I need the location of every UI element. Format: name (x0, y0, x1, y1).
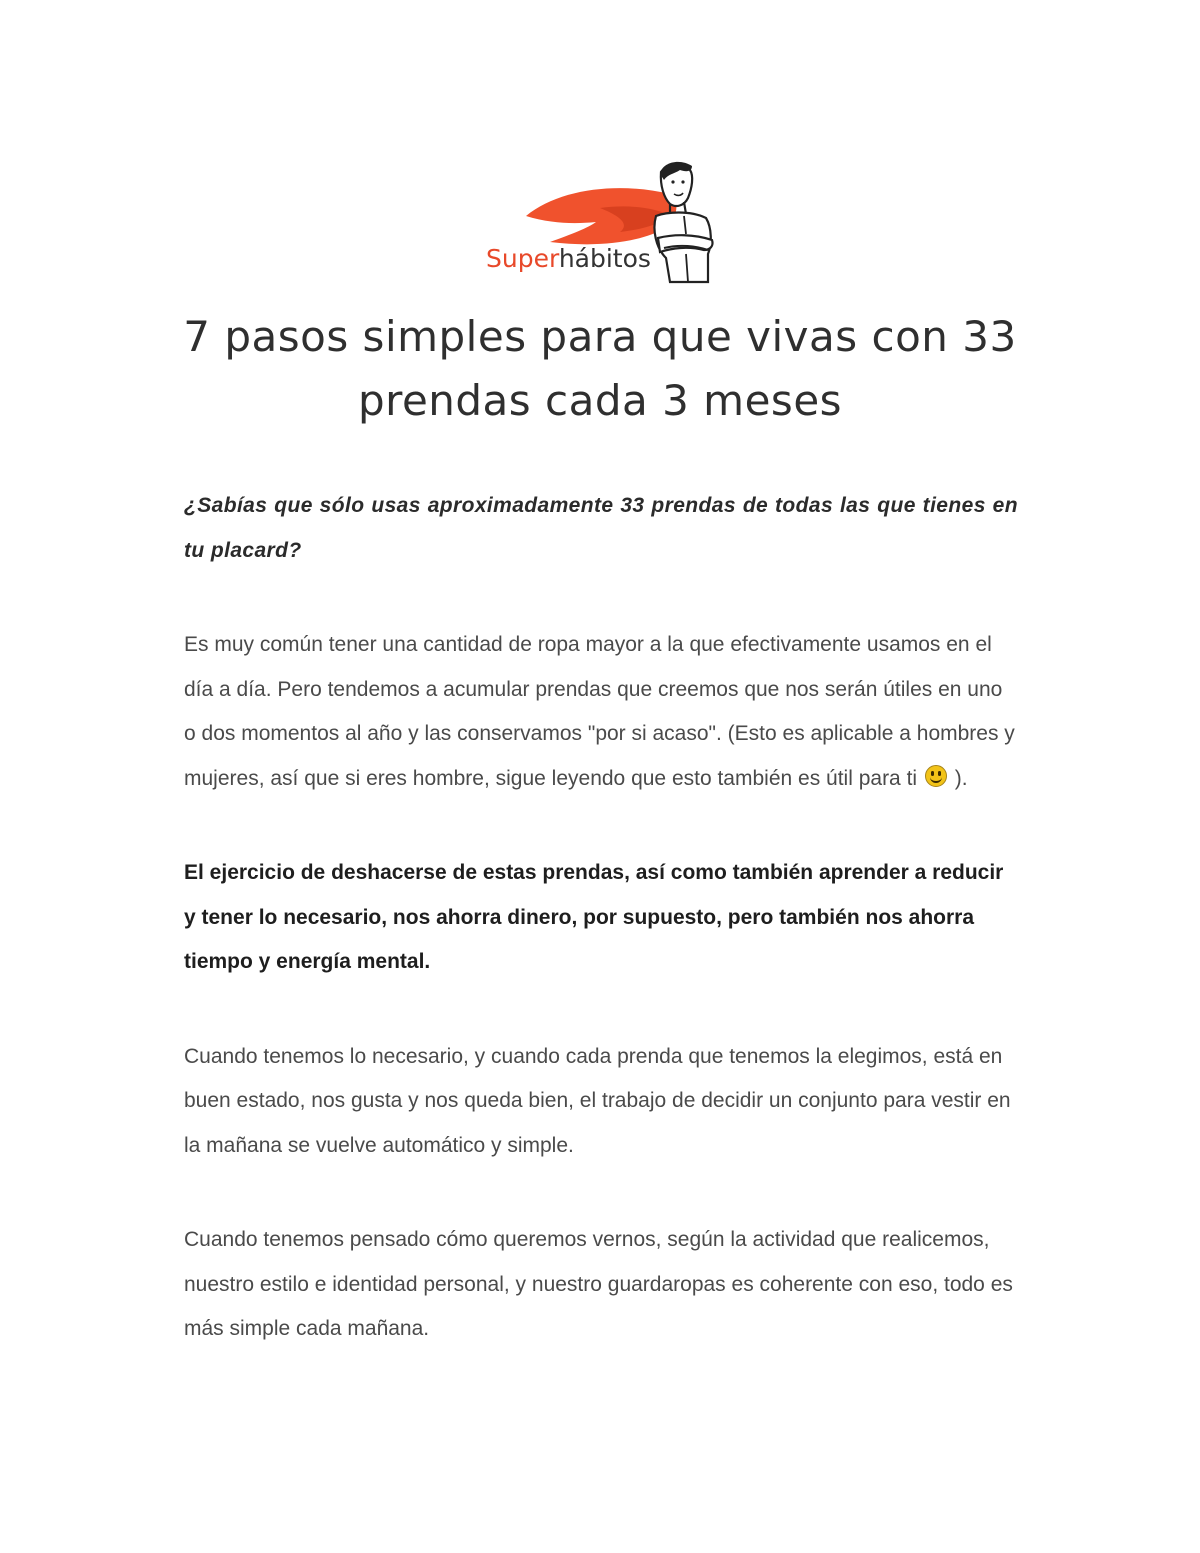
superhabitos-logo (480, 158, 730, 288)
smiley-icon (925, 765, 947, 787)
paragraph-3: Cuando tenemos lo necesario, y cuando cada prenda que tenemos la elegimos, está en buen estado, nos gusta y nos queda bien, el trabajo de decidir un conjunto para vestir en la mañana se vuelve automático y simple. (184, 1044, 1011, 1157)
brand-wordmark (486, 244, 651, 273)
paragraph-1 (184, 623, 1018, 801)
document-body (184, 484, 1018, 1402)
paragraph-1-text: Es muy común tener una cantidad de ropa mayor a la que efectivamente usamos en el día a día. Pero tendemos a acumular prendas que creemos que nos serán útiles en uno o dos momentos al año y las conservamos "por si acaso". (Esto es aplicable a hombres y mujeres, así que si eres hombre, sigue leyendo que esto también es útil para ti (184, 633, 1015, 790)
document-title: 7 pasos simples para que vivas con 33 prendas cada 3 meses (183, 312, 1017, 425)
paragraph-4: Cuando tenemos pensado cómo queremos vernos, según la actividad que realicemos, nuestro estilo e identidad personal, y nuestro guardaropas es coherente con eso, todo es más simple cada mañana. (184, 1228, 1013, 1340)
intro-question: ¿Sabías que sólo usas aproximadamente 33 prendas de todas las que tienes en tu placard? (184, 494, 1018, 562)
brand-wordmark-habitos: hábitos (558, 244, 651, 273)
paragraph-2-bold: El ejercicio de deshacerse de estas prendas, así como también aprender a reducir y tener lo necesario, nos ahorra dinero, por supuesto, pero también nos ahorra tiempo y energía mental. (184, 861, 1004, 973)
paragraph-1-end: ). (948, 766, 968, 790)
brand-wordmark-super: Super (486, 244, 559, 273)
